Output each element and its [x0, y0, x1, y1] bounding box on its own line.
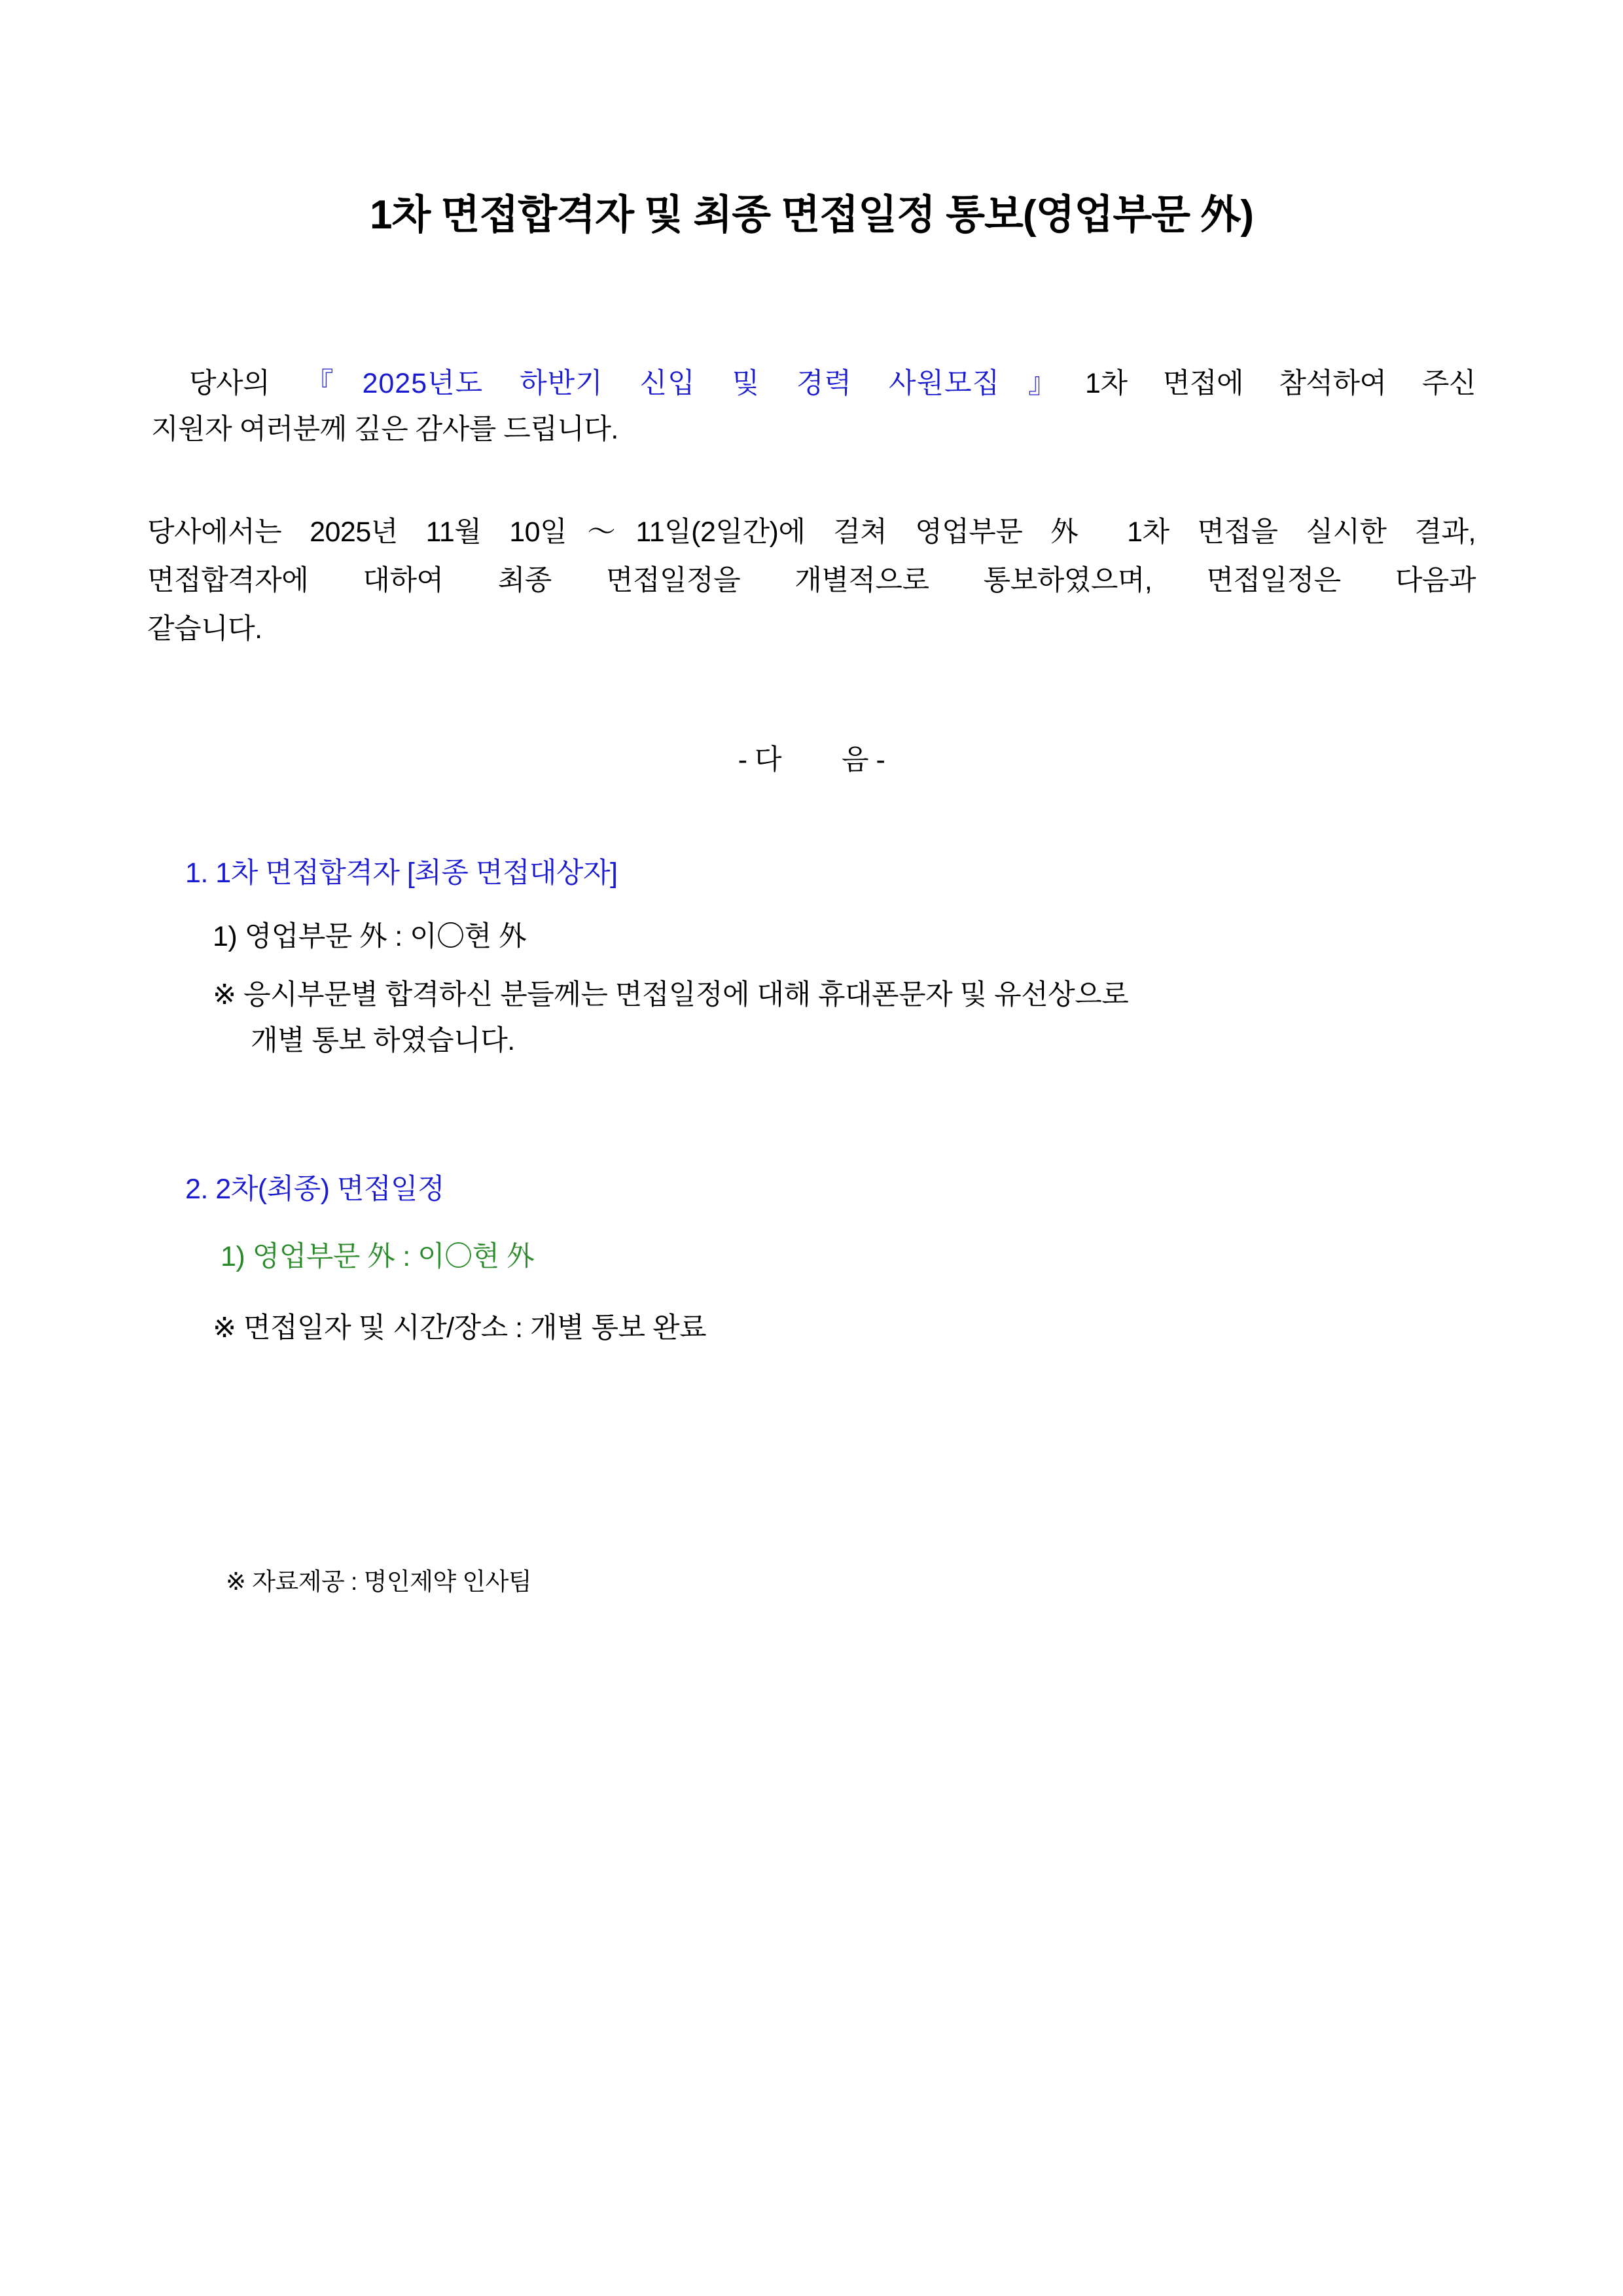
intro-paragraph	[147, 361, 1476, 452]
body-line-2: 면접합격자에 대하여 최종 면접일정을 개별적으로 통보하였으며, 면접일정은 다음과	[147, 565, 1476, 597]
section1-item-sales: 1) 영업부문 外 : 이〇현 外	[213, 921, 527, 953]
divider-right: 음 -	[842, 744, 885, 776]
section1-note-line-1: ※ 응시부문별 합격하신 분들께는 면접일정에 대해 휴대폰문자 및 유선상으로	[213, 979, 1129, 1011]
document-content	[147, 0, 1476, 1597]
page-title: 1차 면접합격자 및 최종 면접일정 통보(영업부문 外)	[369, 192, 1254, 238]
body-line-3: 같습니다.	[147, 613, 262, 645]
body-line-1: 당사에서는 2025년 11월 10일～11일(2일간)에 걸쳐 영업부문 外 1차 면접을 실시한 결과,	[147, 516, 1476, 548]
section1-note-line-2: 개별 통보 하였습니다.	[251, 1024, 515, 1056]
source-credit: ※ 자료제공 : 명인제약 인사팀	[226, 1568, 532, 1596]
recruitment-title-quoted: 『2025년도 하반기 신입 및 경력 사원모집』	[305, 368, 1086, 399]
body-paragraph	[147, 509, 1476, 654]
section2-note: ※ 면접일자 및 시간/장소 : 개별 통보 완료	[213, 1312, 707, 1344]
section-first-interview-passers	[147, 851, 1476, 1064]
intro-prefix: 당사의	[189, 368, 270, 399]
divider-left: - 다	[738, 744, 781, 776]
section2-item-sales: 1) 영업부문 外 : 이〇현 外	[221, 1241, 535, 1273]
section1-heading: 1. 1차 면접합격자 [최종 면접대상자]	[185, 857, 618, 889]
section2-heading: 2. 2차(최종) 면접일정	[185, 1174, 445, 1206]
intro-line-2: 지원자 여러분께 깊은 감사를 드립니다.	[151, 413, 618, 445]
intro-suffix: 1차 면접에 참석하여 주신	[1085, 368, 1476, 399]
divider-dameum	[147, 738, 1476, 778]
section1-note	[213, 973, 1476, 1064]
section-final-interview-schedule	[147, 1167, 1476, 1346]
